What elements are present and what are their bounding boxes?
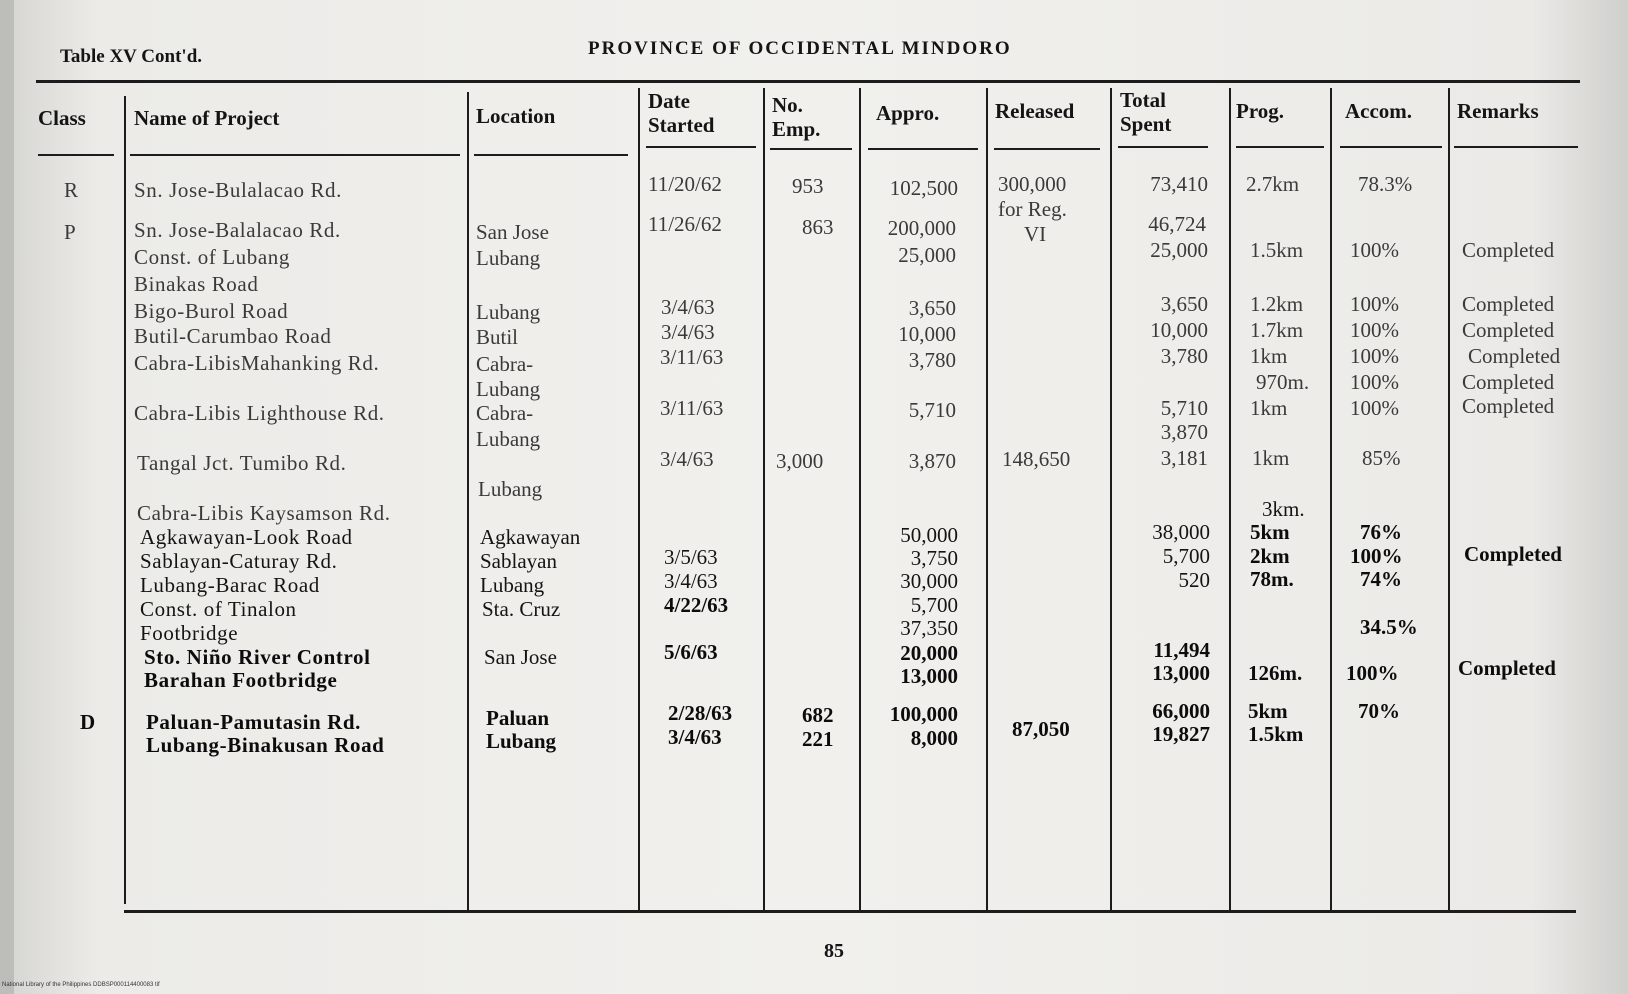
spent-cell: 3,780	[1160, 344, 1208, 368]
spent-cell: 3,870	[1160, 420, 1208, 444]
col-header-released: Released	[995, 99, 1075, 123]
project-name: Paluan-Pamutasin Rd.	[146, 710, 362, 734]
column-divider	[859, 88, 861, 910]
spent-cell: 46,724	[1148, 212, 1206, 236]
project-name: Const. of Tinalon	[140, 597, 297, 621]
project-name: Cabra-LibisMahanking Rd.	[134, 351, 380, 375]
accom-cell: 100%	[1350, 370, 1399, 394]
header-underline	[1118, 146, 1208, 148]
column-divider	[1229, 88, 1231, 910]
spent-cell: 13,000	[1152, 661, 1210, 685]
project-name: Butil-Carumbao Road	[134, 324, 332, 348]
appro-cell: 3,650	[908, 296, 956, 320]
location-cell: Lubang	[476, 300, 541, 324]
location-cell: Lubang	[486, 729, 557, 753]
emp-cell: 3,000	[776, 449, 824, 473]
spent-cell: 5,710	[1160, 396, 1208, 420]
remarks-cell: Completed	[1462, 238, 1555, 262]
project-name: Agkawayan-Look Road	[140, 525, 353, 549]
accom-cell: 100%	[1346, 661, 1399, 685]
location-cell: San Jose	[484, 645, 557, 669]
column-divider	[1330, 88, 1332, 910]
appro-cell: 37,350	[900, 616, 958, 640]
date-cell: 3/4/63	[664, 569, 718, 593]
remarks-cell: Completed	[1462, 394, 1555, 418]
col-header-appro: Appro.	[876, 101, 940, 125]
date-cell: 3/11/63	[660, 396, 724, 420]
header-underline	[130, 154, 460, 156]
class-cell: D	[80, 710, 96, 734]
appro-cell: 25,000	[898, 243, 956, 267]
emp-cell: 221	[802, 727, 834, 751]
appro-cell: 5,700	[910, 593, 958, 617]
date-cell: 3/4/63	[661, 295, 715, 319]
location-cell: Sta. Cruz	[482, 597, 561, 621]
project-name: Barahan Footbridge	[144, 668, 338, 692]
class-cell: P	[64, 220, 76, 244]
appro-cell: 20,000	[900, 641, 958, 665]
appro-cell: 200,000	[887, 216, 956, 240]
spent-cell: 520	[1178, 568, 1210, 592]
spent-cell: 66,000	[1152, 699, 1210, 723]
spent-cell: 3,181	[1160, 446, 1208, 470]
header-underline	[770, 148, 852, 150]
library-credit: National Library of the Philippines DDBSP000114400083 tif	[2, 982, 160, 988]
remarks-cell: Completed	[1468, 344, 1561, 368]
location-cell: Lubang	[476, 377, 541, 401]
accom-cell: 78.3%	[1358, 172, 1413, 196]
remarks-cell: Completed	[1462, 292, 1555, 316]
column-divider	[124, 96, 126, 904]
accom-cell: 34.5%	[1360, 615, 1418, 639]
spent-cell: 73,410	[1150, 172, 1208, 196]
col-header-name-of-project: Name of Project	[134, 106, 280, 130]
appro-cell: 3,750	[910, 546, 958, 570]
prog-cell: 1.2km	[1250, 292, 1304, 316]
location-cell: Agkawayan	[480, 525, 581, 549]
column-divider	[638, 88, 640, 912]
accom-cell: 100%	[1350, 318, 1399, 342]
remarks-cell: Completed	[1462, 370, 1555, 394]
accom-cell: 76%	[1360, 520, 1402, 544]
project-name: Sablayan-Caturay Rd.	[140, 549, 338, 573]
appro-cell: 8,000	[910, 726, 958, 750]
date-cell: 3/4/63	[661, 320, 715, 344]
prog-cell: 78m.	[1250, 567, 1294, 591]
col-header-no-emp: No. Emp.	[772, 93, 821, 141]
project-name: Lubang-Barac Road	[140, 573, 320, 597]
header-underline	[1454, 146, 1578, 148]
remarks-cell: Completed	[1464, 542, 1562, 566]
date-cell: 3/5/63	[664, 545, 718, 569]
prog-cell: 5km	[1248, 699, 1288, 723]
column-divider	[1110, 88, 1112, 910]
bottom-rule	[124, 910, 1576, 913]
released-cell: for Reg.	[998, 197, 1067, 221]
remarks-cell: Completed	[1458, 656, 1556, 680]
date-cell: 11/26/62	[648, 212, 722, 236]
col-header-remarks: Remarks	[1457, 99, 1539, 123]
col-header-accom: Accom.	[1345, 99, 1413, 123]
date-cell: 3/11/63	[660, 345, 724, 369]
appro-cell: 102,500	[889, 176, 958, 200]
header-underline	[1236, 146, 1324, 148]
col-header-prog: Prog.	[1236, 99, 1285, 123]
location-cell: Sablayan	[480, 549, 557, 573]
header-underline	[994, 148, 1100, 150]
col-header-location: Location	[476, 104, 556, 128]
col-header-total-spent: Total Spent	[1120, 88, 1172, 136]
project-name: Const. of Lubang	[134, 245, 291, 269]
col-header-class: Class	[38, 106, 86, 130]
spent-cell: 25,000	[1150, 238, 1208, 262]
spent-cell: 11,494	[1153, 638, 1210, 662]
column-divider	[986, 88, 988, 910]
page-edge-shadow	[0, 0, 14, 994]
header-underline	[868, 148, 978, 150]
date-cell: 11/20/62	[648, 172, 722, 196]
column-divider	[1448, 88, 1450, 910]
date-cell: 2/28/63	[668, 701, 733, 725]
released-cell: 148,650	[1002, 447, 1071, 471]
table-label: Table XV Cont'd.	[60, 46, 203, 67]
appro-cell: 50,000	[900, 523, 958, 547]
location-cell: Paluan	[486, 706, 550, 730]
project-name: Lubang-Binakusan Road	[146, 733, 385, 757]
column-divider	[467, 92, 469, 912]
col-header-date-started: Date Started	[648, 89, 715, 137]
prog-cell: 3km.	[1262, 497, 1305, 521]
project-name: Sto. Niño River Control	[144, 645, 371, 669]
appro-cell: 3,780	[908, 348, 956, 372]
date-cell: 3/4/63	[660, 447, 714, 471]
location-cell: Lubang	[476, 427, 541, 451]
emp-cell: 863	[802, 215, 834, 239]
appro-cell: 10,000	[898, 322, 956, 346]
appro-cell: 5,710	[908, 398, 956, 422]
location-cell: Lubang	[480, 573, 545, 597]
page-number: 85	[824, 940, 844, 962]
date-cell: 5/6/63	[664, 640, 718, 664]
project-name: Cabra-Libis Lighthouse Rd.	[134, 401, 385, 425]
project-name: Bigo-Burol Road	[134, 299, 289, 323]
emp-cell: 682	[802, 703, 834, 727]
top-rule	[36, 80, 1580, 83]
released-cell: 300,000	[998, 172, 1067, 196]
accom-cell: 100%	[1350, 544, 1403, 568]
spent-cell: 19,827	[1152, 722, 1210, 746]
page-title: PROVINCE OF OCCIDENTAL MINDORO	[588, 38, 1012, 59]
location-cell: Cabra-	[476, 401, 534, 425]
prog-cell: 1.5km	[1248, 722, 1304, 746]
location-cell: Lubang	[478, 477, 543, 501]
location-cell: Lubang	[476, 246, 541, 270]
location-cell: San Jose	[476, 220, 549, 244]
project-name: Tangal Jct. Tumibo Rd.	[137, 451, 347, 475]
location-cell: Cabra-	[476, 352, 534, 376]
prog-cell: 1km	[1250, 396, 1288, 420]
prog-cell: 1km	[1250, 344, 1288, 368]
prog-cell: 1km	[1252, 446, 1290, 470]
project-name: Sn. Jose-Bulalacao Rd.	[134, 178, 343, 202]
date-cell: 4/22/63	[664, 593, 729, 617]
spent-cell: 38,000	[1152, 520, 1210, 544]
prog-cell: 5km	[1250, 520, 1290, 544]
spent-cell: 10,000	[1150, 318, 1208, 342]
accom-cell: 100%	[1350, 344, 1399, 368]
project-name: Footbridge	[140, 621, 239, 645]
prog-cell: 1.7km	[1250, 318, 1304, 342]
accom-cell: 74%	[1360, 567, 1402, 591]
prog-cell: 126m.	[1248, 661, 1303, 685]
prog-cell: 2km	[1250, 544, 1290, 568]
project-name: Sn. Jose-Balalacao Rd.	[134, 218, 341, 242]
released-cell: VI	[1024, 222, 1047, 246]
accom-cell: 100%	[1350, 292, 1399, 316]
appro-cell: 3,870	[908, 449, 956, 473]
header-underline	[1340, 146, 1442, 148]
class-cell: R	[64, 178, 79, 202]
header-underline	[646, 146, 756, 148]
appro-cell: 13,000	[900, 664, 958, 688]
prog-cell: 1.5km	[1250, 238, 1304, 262]
released-cell: 87,050	[1012, 717, 1070, 741]
accom-cell: 100%	[1350, 396, 1399, 420]
appro-cell: 100,000	[889, 702, 958, 726]
spent-cell: 3,650	[1160, 292, 1208, 316]
header-underline	[474, 154, 628, 156]
location-cell: Butil	[476, 325, 519, 349]
prog-cell: 970m.	[1256, 370, 1310, 394]
spent-cell: 5,700	[1162, 544, 1210, 568]
accom-cell: 85%	[1362, 446, 1401, 470]
project-name: Binakas Road	[134, 272, 259, 296]
remarks-cell: Completed	[1462, 318, 1555, 342]
accom-cell: 70%	[1358, 699, 1400, 723]
column-divider	[763, 88, 765, 910]
prog-cell: 2.7km	[1246, 172, 1300, 196]
project-name: Cabra-Libis Kaysamson Rd.	[137, 501, 391, 525]
accom-cell: 100%	[1350, 238, 1399, 262]
header-underline	[38, 154, 114, 156]
appro-cell: 30,000	[900, 569, 958, 593]
date-cell: 3/4/63	[668, 725, 722, 749]
emp-cell: 953	[792, 174, 824, 198]
